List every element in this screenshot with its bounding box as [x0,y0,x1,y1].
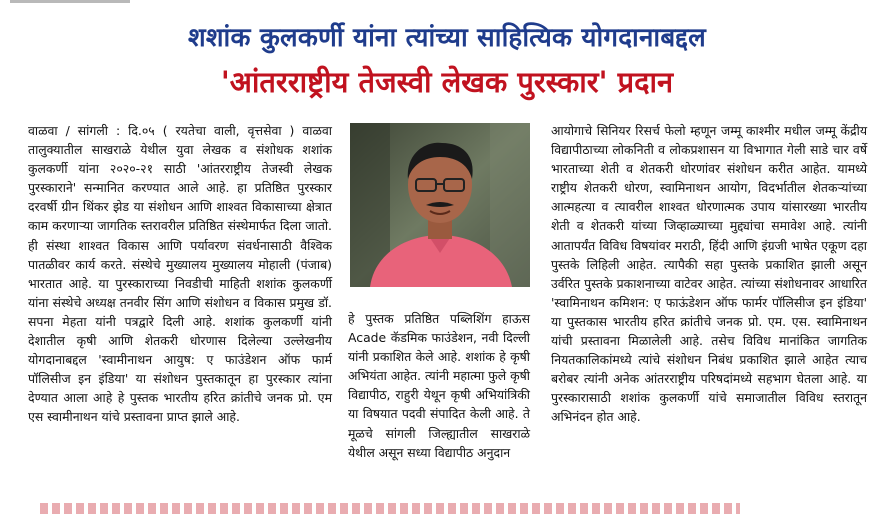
headline-line-2: 'आंतरराष्ट्रीय तेजस्वी लेखक पुरस्कार' प्रदान [220,65,674,99]
top-rule [10,0,130,3]
article-paragraph: आयोगाचे सिनियर रिसर्च फेलो म्हणून जम्मू काश्मीर मधील जम्मू केंद्रीय विद्यापीठाच्या लोकनिती व लोकप्रशासन या विभागात गेली साडे चार वर्षे भारताच्या शेती व शेतकरी धोरणांवर संशोधन करीत आहेत. यामध्ये राष्ट्रीय शेतकरी धोरण, स्वामिनाथन आयोग, विदर्भातील शेतकऱ्यांच्या आत्महत्या व त्यावरील शाश्वत धोरणात्मक उपाय यांसारख्या भारतीय शेती व शेतकरी यांच्या जिव्हाळ्याच्या मुद्द्यांचा समावेश आहे. त्यांनी आतापर्यंत विविध विषयांवर मराठी, हिंदी आणि इंग्रजी भाषेत एकूण दहा पुस्तके लिहिली आहेत. त्यापैकी सहा पुस्तके प्रकाशित झाली असून उर्वरित पुस्तके प्रकाशनाच्या वाटेवर आहेत. त्यांच्या संशोधनावर आधारित 'स्वामिनाथन कमिशन: ए फाऊंडेशन ऑफ फार्मर पॉलिसीज इन इंडिया' या पुस्तकास भारतीय हरित क्रांतीचे जनक प्रो. एम. एस. स्वामिनाथन यांची प्रस्तावना मिळालेली आहे. तसेच विविध मानांकित जागतिक नियतकालिकांमध्ये त्यांचे संशोधन निबंध प्रकाशित झाले आहेत त्याच बरोबर त्यांनी अनेक आंतरराष्ट्रीय परिषदांमध्ये सहभाग घेतला आहे. या पुरस्कारासाठी शशांक कुलकर्णी यांचे समाजातील विविध स्तरातून अभिनंदन होत आहे. [551,123,867,425]
portrait-photo-icon [350,123,530,287]
next-headline-cutoff [40,503,740,514]
article-paragraph: हे पुस्तक प्रतिष्ठित पब्लिशिंग हाऊस Acade कॅडमिक फाउंडेशन, नवी दिल्ली यांनी प्रकाशित केले आहे. शशांक हे कृषी अभियंता आहेत. त्यांनी महात्मा फुले कृषी विद्यापीठ, राहुरी येथून कृषी अभियांत्रिकी या विषयात पदवी संपादित केली आहे. ते मूळचे सांगली जिल्ह्यातील साखराळे येथील असून सध्या विद्यापीठ अनुदान [348,311,530,460]
article-column-3 [551,121,867,427]
headline-line-1: शशांक कुलकर्णी यांना त्यांच्या साहित्यिक योगदानाबद्दल [187,23,707,53]
article-column-2 [348,309,530,462]
article-column-1 [28,121,332,427]
author-photo [350,123,530,287]
article-paragraph: वाळवा / सांगली : दि.०५ ( रयतेचा वाली, वृत्तसेवा ) वाळवा तालुक्यातील साखराळे येथील युवा लेखक व संशोधक शशांक कुलकर्णी यांना २०२०-२१ साठी 'आंतरराष्ट्रीय तेजस्वी लेखक पुरस्काराने' सन्मानित करण्यात आले आहे. हा प्रतिष्ठित पुरस्कार दरवर्षी ग्रीन थिंकर झेड या संशोधन आणि शाश्वत विकासाच्या क्षेत्रात काम करणाऱ्या जागतिक स्तरावरील प्रतिष्ठित संस्थेमार्फत दिला जातो. ही संस्था शाश्वत विकास आणि पर्यावरण संवर्धनासाठी वैश्विक पातळीवर कार्य करते. संस्थेचे मुख्यालय मुख्यालय मोहाली (पंजाब) भारतात आहे. या पुरस्काराच्या निवडीची माहिती शशांक कुलकर्णी यांना संस्थेचे अध्यक्ष तनवीर सिंग आणि संशोधन व विकास प्रमुख डॉ. सपना मेहता यांनी पत्रद्वारे दिली आहे. शशांक कुलकर्णी यांनी देशातील कृषी आणि शेतकरी धोरणास दिलेल्या उल्लेखनीय योगदानाबद्दल 'स्वामीनाथन आयुष: ए फाउंडेशन ऑफ फार्म पॉलिसीज इन इंडिया' या संशोधन पुस्तकातून हा पुरस्कार त्यांना देण्यात आला आहे हे पुस्तक भारतीय हरित क्रांतीचे जनक प्रो. एम एस स्वामीनाथन यांचे प्रस्तावना प्राप्त झाले आहे. [28,123,332,425]
